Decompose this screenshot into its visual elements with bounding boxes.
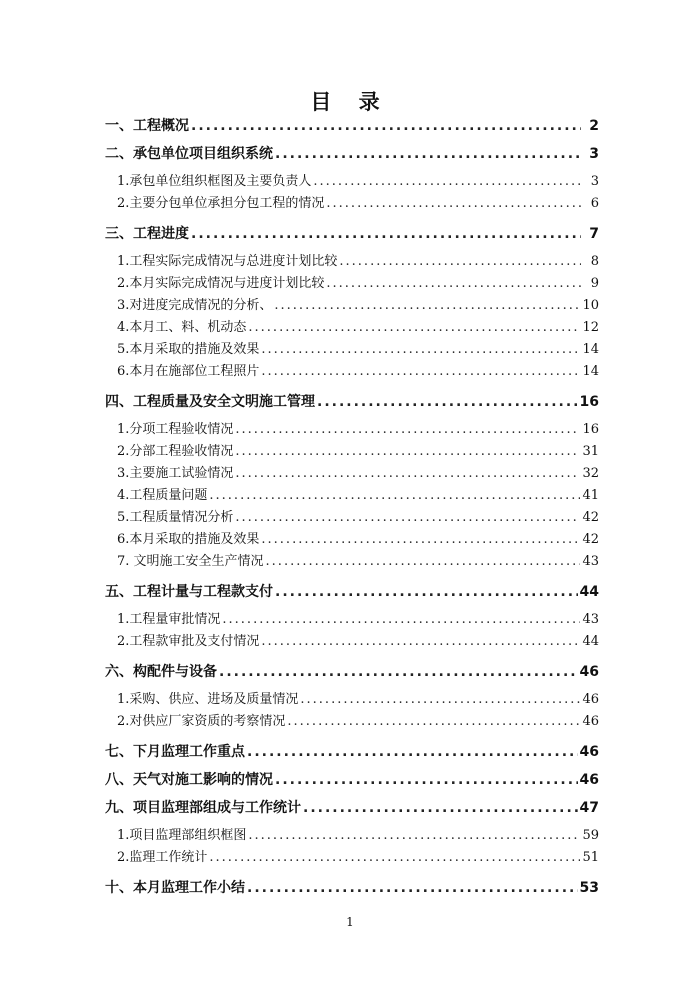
toc-entry-label: 四、工程质量及安全文明施工管理 [105, 394, 315, 410]
toc-dot-leader [235, 441, 580, 463]
toc-entry-label: 二、承包单位项目组织系统 [105, 146, 273, 162]
toc-entry-label: 5.本月采取的措施及效果 [117, 342, 260, 357]
toc-entry-label: 2.工程款审批及支付情况 [117, 634, 260, 649]
toc-entry-page-number: 32 [582, 466, 599, 481]
toc-dot-leader [266, 551, 581, 573]
toc-entry-page-number: 12 [582, 320, 599, 335]
toc-dot-leader [300, 689, 580, 711]
toc-dot-leader [275, 578, 578, 606]
toc-subsection-entry [105, 193, 599, 215]
toc-entry-page-number: 46 [582, 714, 599, 729]
toc-entry-label: 1.工程量审批情况 [117, 612, 221, 627]
document-title: 目 录 [310, 89, 390, 114]
toc-dot-leader [287, 711, 580, 733]
toc-entry-page-number: 16 [579, 394, 599, 410]
toc-entry-label: 4.本月工、料、机动态 [117, 320, 247, 335]
toc-section-entry [105, 140, 599, 168]
toc-dot-leader [275, 766, 578, 794]
page-number: 1 [346, 915, 354, 929]
toc-entry-page-number: 10 [582, 298, 599, 313]
toc-entry-page-number: 47 [579, 800, 599, 816]
toc-subsection-entry [105, 631, 599, 653]
toc-entry-page-number: 53 [579, 880, 599, 896]
toc-entry-label: 1.采购、供应、进场及质量情况 [117, 692, 299, 707]
toc-subsection-entry [105, 171, 599, 193]
toc-entry-page-number: 16 [582, 422, 599, 437]
toc-section-entry [105, 794, 599, 822]
toc-entry-label: 6.本月采取的措施及效果 [117, 532, 260, 547]
toc-subsection-entry [105, 551, 599, 573]
toc-dot-leader [274, 295, 580, 317]
toc-entry-label: 十、本月监理工作小结 [105, 880, 245, 896]
toc-entry-page-number: 46 [579, 772, 599, 788]
toc-entry-label: 1.项目监理部组织框图 [117, 828, 247, 843]
toc-entry-page-number: 3 [589, 146, 599, 162]
toc-entry-label: 7. 文明施工安全生产情况 [117, 554, 264, 569]
toc-subsection-entry [105, 441, 599, 463]
toc-subsection-entry [105, 847, 599, 869]
toc-section-entry [105, 738, 599, 766]
toc-entry-label: 三、工程进度 [105, 226, 189, 242]
toc-section-entry [105, 220, 599, 248]
toc-entry-page-number: 46 [582, 692, 599, 707]
toc-dot-leader [248, 825, 580, 847]
toc-subsection-entry [105, 689, 599, 711]
toc-entry-page-number: 41 [582, 488, 599, 503]
toc-entry-page-number: 42 [582, 532, 599, 547]
toc-subsection-entry [105, 339, 599, 361]
toc-entry-label: 2.本月实际完成情况与进度计划比较 [117, 276, 325, 291]
toc-dot-leader [248, 317, 580, 339]
toc-entry-page-number: 2 [589, 118, 599, 134]
toc-entry-page-number: 51 [582, 850, 599, 865]
toc-dot-leader [247, 874, 578, 902]
toc-subsection-entry [105, 463, 599, 485]
toc-entry-label: 七、下月监理工作重点 [105, 744, 245, 760]
toc-entry-page-number: 44 [579, 584, 599, 600]
toc-dot-leader [261, 631, 580, 653]
toc-section-entry [105, 874, 599, 902]
toc-entry-label: 6.本月在施部位工程照片 [117, 364, 260, 379]
toc-entry-page-number: 46 [579, 744, 599, 760]
toc-entry-page-number: 43 [582, 554, 599, 569]
toc-entry-page-number: 44 [582, 634, 599, 649]
toc-dot-leader [247, 738, 578, 766]
toc-subsection-entry [105, 361, 599, 383]
toc-dot-leader [326, 273, 581, 295]
toc-section-entry [105, 658, 599, 686]
toc-entry-label: 1.分项工程验收情况 [117, 422, 234, 437]
toc-subsection-entry [105, 609, 599, 631]
toc-dot-leader [222, 609, 580, 631]
toc-dot-leader [261, 361, 580, 383]
toc-entry-page-number: 14 [582, 364, 599, 379]
toc-entry-label: 五、工程计量与工程款支付 [105, 584, 273, 600]
toc-subsection-entry [105, 711, 599, 733]
toc-entry-label: 八、天气对施工影响的情况 [105, 772, 273, 788]
toc-dot-leader [191, 112, 581, 140]
toc-dot-leader [339, 251, 581, 273]
toc-dot-leader [209, 847, 580, 869]
toc-entry-page-number: 42 [582, 510, 599, 525]
toc-subsection-entry [105, 825, 599, 847]
toc-subsection-entry [105, 529, 599, 551]
toc-entry-page-number: 7 [589, 226, 599, 242]
toc-dot-leader [313, 171, 581, 193]
toc-entry-label: 1.工程实际完成情况与总进度计划比较 [117, 254, 338, 269]
toc-subsection-entry [105, 507, 599, 529]
toc-section-entry [105, 388, 599, 416]
toc-entry-page-number: 9 [590, 276, 599, 291]
toc-entry-label: 六、构配件与设备 [105, 664, 217, 680]
toc-entry-label: 3.对进度完成情况的分析、 [117, 298, 273, 313]
toc-section-entry [105, 578, 599, 606]
toc-dot-leader [326, 193, 581, 215]
toc-subsection-entry [105, 295, 599, 317]
toc-entry-label: 一、工程概况 [105, 118, 189, 134]
toc-entry-page-number: 59 [582, 828, 599, 843]
toc-entry-label: 3.主要施工试验情况 [117, 466, 234, 481]
toc-subsection-entry [105, 251, 599, 273]
toc-entry-label: 2.主要分包单位承担分包工程的情况 [117, 196, 325, 211]
table-of-contents [105, 112, 599, 902]
toc-entry-label: 2.分部工程验收情况 [117, 444, 234, 459]
toc-dot-leader [219, 658, 578, 686]
toc-dot-leader [209, 485, 580, 507]
toc-dot-leader [261, 529, 580, 551]
toc-subsection-entry [105, 419, 599, 441]
toc-entry-page-number: 3 [590, 174, 599, 189]
toc-entry-label: 2.监理工作统计 [117, 850, 208, 865]
toc-entry-label: 1.承包单位组织框图及主要负责人 [117, 174, 312, 189]
toc-dot-leader [303, 794, 578, 822]
toc-entry-page-number: 6 [590, 196, 599, 211]
toc-dot-leader [235, 507, 580, 529]
toc-dot-leader [235, 419, 580, 441]
toc-dot-leader [317, 388, 578, 416]
toc-entry-label: 4.工程质量问题 [117, 488, 208, 503]
toc-subsection-entry [105, 485, 599, 507]
toc-entry-label: 2.对供应厂家资质的考察情况 [117, 714, 286, 729]
toc-dot-leader [261, 339, 580, 361]
toc-entry-label: 九、项目监理部组成与工作统计 [105, 800, 301, 816]
toc-entry-label: 5.工程质量情况分析 [117, 510, 234, 525]
toc-entry-page-number: 8 [590, 254, 599, 269]
toc-dot-leader [275, 140, 581, 168]
toc-section-entry [105, 112, 599, 140]
toc-entry-page-number: 14 [582, 342, 599, 357]
toc-entry-page-number: 31 [582, 444, 599, 459]
toc-entry-page-number: 46 [579, 664, 599, 680]
toc-dot-leader [235, 463, 580, 485]
toc-entry-page-number: 43 [582, 612, 599, 627]
toc-dot-leader [191, 220, 581, 248]
toc-subsection-entry [105, 317, 599, 339]
toc-subsection-entry [105, 273, 599, 295]
toc-section-entry [105, 766, 599, 794]
